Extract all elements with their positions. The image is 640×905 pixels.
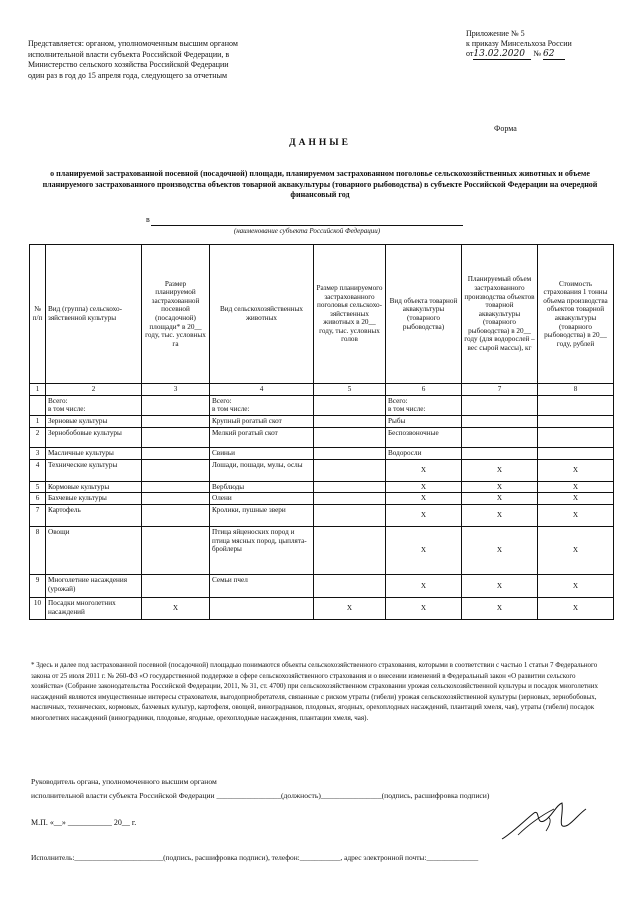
table-cell bbox=[142, 447, 210, 459]
table-cell: X bbox=[462, 574, 538, 597]
table-cell bbox=[30, 395, 46, 415]
table-cell: Кормовые культуры bbox=[46, 481, 142, 493]
table-cell: 10 bbox=[30, 597, 46, 619]
table-cell: Птица яйценоских пород и птица мясных пород, цыплята-бройлеры bbox=[210, 526, 314, 574]
table-cell: X bbox=[538, 574, 614, 597]
total-label-aquaculture: Всего: в том числе: bbox=[386, 395, 462, 415]
table-cell bbox=[538, 395, 614, 415]
table-cell: X bbox=[386, 459, 462, 481]
table-cell: 6 bbox=[30, 493, 46, 505]
table-cell: Технические культуры bbox=[46, 459, 142, 481]
table-cell bbox=[314, 493, 386, 505]
table-cell bbox=[462, 395, 538, 415]
table-cell: X bbox=[538, 504, 614, 526]
table-cell: X bbox=[538, 459, 614, 481]
subject-hint: (наименование субъекта Российской Федерации) bbox=[233, 227, 381, 235]
table-cell bbox=[314, 504, 386, 526]
table-row bbox=[30, 459, 614, 481]
column-number: 5 bbox=[314, 384, 386, 396]
appendix-block bbox=[466, 29, 572, 60]
table-cell: 5 bbox=[30, 481, 46, 493]
table-cell: X bbox=[386, 526, 462, 574]
table-row bbox=[30, 493, 614, 505]
table-cell: Овощи bbox=[46, 526, 142, 574]
header-cell: Стоимость страхования 1 тонны объема производства объектов товарной аквакультуры (товарного рыбоводства) в 20__ году, рублей bbox=[538, 245, 614, 384]
subject-prefix: в bbox=[146, 215, 150, 224]
table-cell bbox=[142, 493, 210, 505]
table-row bbox=[30, 427, 614, 447]
document-heading: о планируемой застрахованной посевной (посадочной) площади, планируемом застрахованном поголовье сельскохозяйственных животных и объеме планируемого застрахованного производства объектов товарной аквакультуры (товарного рыбоводства) в субъекте Российской Федерации на очередной финансовый год bbox=[42, 169, 598, 199]
table-cell: 3 bbox=[30, 447, 46, 459]
table-cell: X bbox=[462, 597, 538, 619]
table-cell: Семьи пчел bbox=[210, 574, 314, 597]
appendix-line-3: от13.02.2020 № 62 bbox=[466, 49, 572, 60]
table-cell: X bbox=[386, 504, 462, 526]
signature-line-2: исполнительной власти субъекта Российской Федерации _________________(должность)________________(подпись, расшифровка подписи) bbox=[31, 791, 490, 800]
header-cell: Вид (группа) сельскохо-зяйственной культуры bbox=[46, 245, 142, 384]
data-table bbox=[29, 244, 614, 620]
table-cell: Рыбы bbox=[386, 415, 462, 427]
header-row bbox=[30, 245, 614, 384]
table-row bbox=[30, 574, 614, 597]
header-cell: Размер планируемого застрахованного поголовья сельскохо-зяйственных животных в 20__ году, тыс. условных голов bbox=[314, 245, 386, 384]
table-row bbox=[30, 504, 614, 526]
column-number: 6 bbox=[386, 384, 462, 396]
table-cell: Зернобобовые культуры bbox=[46, 427, 142, 447]
header-cell: № п/п bbox=[30, 245, 46, 384]
table-cell: X bbox=[386, 597, 462, 619]
submission-note: Представляется: органом, уполномоченным высшим органом исполнительной власти субъекта Российской Федерации, в Министерство сельского хозяйства Российской Федерации один раз в год до 15 апреля года, следующего за отчетным bbox=[28, 39, 238, 80]
table-cell: 4 bbox=[30, 459, 46, 481]
subject-input-line bbox=[151, 225, 463, 226]
table-cell: X bbox=[538, 481, 614, 493]
total-row bbox=[30, 395, 614, 415]
header-cell: Размер планируемой застрахованной посевной (посадочной) площади* в 20__ году, тыс. условных га bbox=[142, 245, 210, 384]
signature-line-1: Руководитель органа, уполномоченного высшим органом bbox=[31, 777, 217, 786]
table-cell bbox=[314, 459, 386, 481]
table-cell: 9 bbox=[30, 574, 46, 597]
table-cell: Беспозвоночные bbox=[386, 427, 462, 447]
table-cell: Масличные культуры bbox=[46, 447, 142, 459]
footnote: * Здесь и далее под застрахованной посевной (посадочной) площадью понимаются объекты сельскохозяйственного страхования, которыми в соответствии с частью 1 статьи 7 Федерального закона от 25 июля 2011 г. № 260-ФЗ «О государственной поддержке в сфере сельскохозяйственного страхования и о внесении изменений в Федеральный закон «О развитии сельского хозяйства» (Собрание законодательства Российской Федерации, 2011, № 31, ст. 4700) при сельскохозяйственном страховании урожая сельскохозяйственной культуры и посадок многолетних насаждений являются имущественные интересы страхователя, выгодоприобретателя, связанные с риском утраты (гибели) урожая сельскохозяйственной культуры (зерновых, зернобобовых, масличных, технических, кормовых, бахчевых культур, картофеля, овощей, винограднаков, плодовых, ягодных, орехоплодных насаждений, плантаций хмеля, чая), утраты (гибели) посадок многолетних насаждений (виноградники, плодовые, ягодные, орехоплодные насаждения, плантации хмеля, чая). bbox=[31, 661, 598, 722]
table-cell bbox=[314, 447, 386, 459]
table-cell: X bbox=[386, 574, 462, 597]
table-cell: X bbox=[462, 526, 538, 574]
table-cell bbox=[314, 481, 386, 493]
table-row bbox=[30, 415, 614, 427]
document-title: ДАННЫЕ bbox=[289, 138, 351, 148]
table-row bbox=[30, 597, 614, 619]
column-number: 8 bbox=[538, 384, 614, 396]
table-cell: Свиньи bbox=[210, 447, 314, 459]
column-number-row bbox=[30, 384, 614, 396]
table-row bbox=[30, 481, 614, 493]
table-cell: X bbox=[462, 459, 538, 481]
form-label: Форма bbox=[494, 124, 517, 133]
table-row bbox=[30, 447, 614, 459]
table-cell: X bbox=[462, 493, 538, 505]
table-cell bbox=[538, 447, 614, 459]
table-cell: 8 bbox=[30, 526, 46, 574]
table-cell: Мелкий рогатый скот bbox=[210, 427, 314, 447]
handwritten-signature bbox=[498, 795, 590, 845]
table-cell bbox=[314, 574, 386, 597]
table-cell: X bbox=[462, 481, 538, 493]
table-cell: X bbox=[314, 597, 386, 619]
table-cell bbox=[538, 427, 614, 447]
table-cell bbox=[210, 597, 314, 619]
table-cell bbox=[142, 504, 210, 526]
table-cell bbox=[462, 415, 538, 427]
handwritten-number: 62 bbox=[543, 49, 565, 60]
table-cell: Зерновые культуры bbox=[46, 415, 142, 427]
column-number: 1 bbox=[30, 384, 46, 396]
header-cell: Планируемый объем застрахованного производства объектов товарной аквакультуры (товарного рыбоводства) в 20__ году (для водорослей – вес сырой массы), кг bbox=[462, 245, 538, 384]
total-label-crops: Всего: в том числе: bbox=[46, 395, 142, 415]
table-cell bbox=[142, 526, 210, 574]
table-cell: Картофель bbox=[46, 504, 142, 526]
table-cell: Кролики, пушные звери bbox=[210, 504, 314, 526]
table-cell: Многолетние насаждения (урожай) bbox=[46, 574, 142, 597]
appendix-line-2: к приказу Минсельхоза России bbox=[466, 39, 572, 48]
table-cell: X bbox=[538, 597, 614, 619]
header-cell: Вид объекта товарной аквакультуры (товарного рыбоводства) bbox=[386, 245, 462, 384]
table-cell bbox=[142, 481, 210, 493]
table-cell bbox=[314, 427, 386, 447]
table-cell: Бахчевые культуры bbox=[46, 493, 142, 505]
table-row bbox=[30, 526, 614, 574]
table-cell bbox=[142, 459, 210, 481]
table-cell: X bbox=[538, 526, 614, 574]
table-cell bbox=[314, 526, 386, 574]
handwritten-date: 13.02.2020 bbox=[473, 49, 531, 60]
table-cell: X bbox=[142, 597, 210, 619]
table-cell: 7 bbox=[30, 504, 46, 526]
table-cell: Крупный рогатый скот bbox=[210, 415, 314, 427]
table-cell: 1 bbox=[30, 415, 46, 427]
table-cell bbox=[142, 574, 210, 597]
table-cell: Олени bbox=[210, 493, 314, 505]
table-cell bbox=[314, 395, 386, 415]
stamp-date-line: М.П. «__» ___________ 20__ г. bbox=[31, 818, 137, 827]
column-number: 7 bbox=[462, 384, 538, 396]
table-cell bbox=[142, 415, 210, 427]
executor-line: Исполнитель:________________________(подпись, расшифровка подписи), телефон:___________, адрес электронной почты:______________ bbox=[31, 853, 479, 862]
column-number: 4 bbox=[210, 384, 314, 396]
appendix-line-1: Приложение № 5 bbox=[466, 29, 525, 38]
table-cell bbox=[142, 427, 210, 447]
total-label-animals: Всего: в том числе: bbox=[210, 395, 314, 415]
table-cell: X bbox=[386, 493, 462, 505]
table-cell: 2 bbox=[30, 427, 46, 447]
table-cell: X bbox=[538, 493, 614, 505]
column-number: 3 bbox=[142, 384, 210, 396]
table-cell bbox=[462, 427, 538, 447]
table-cell: Лошади, пошади, мулы, ослы bbox=[210, 459, 314, 481]
table-cell bbox=[538, 415, 614, 427]
table-cell: Верблюды bbox=[210, 481, 314, 493]
table-cell bbox=[314, 415, 386, 427]
header-cell: Вид сельскохозяйственных животных bbox=[210, 245, 314, 384]
table-cell: X bbox=[386, 481, 462, 493]
column-number: 2 bbox=[46, 384, 142, 396]
table-cell bbox=[462, 447, 538, 459]
table-cell: X bbox=[462, 504, 538, 526]
table-cell: Посадки многолетних насаждений bbox=[46, 597, 142, 619]
table-cell: Водоросли bbox=[386, 447, 462, 459]
table-cell bbox=[142, 395, 210, 415]
